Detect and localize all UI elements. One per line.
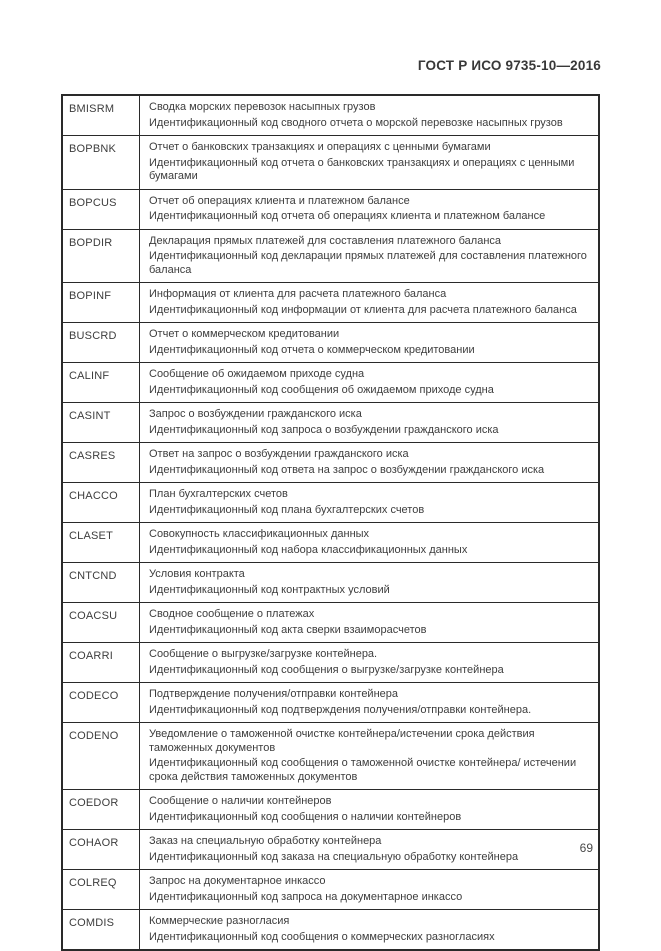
message-id-description: Идентификационный код отчета о банковских транзакциях и операциях с ценными бумагами [149,156,575,182]
message-name: Заказ на специальную обработку контейнера [149,835,382,847]
message-description-cell [140,136,600,190]
message-description-cell [140,403,600,443]
message-description-cell [140,523,600,563]
message-id-description: Идентификационный код подтверждения получения/отправки контейнера. [149,703,532,716]
message-name: Декларация прямых платежей для составления платежного баланса [149,234,502,247]
message-name: Условия контракта [149,568,245,580]
message-name: Сводное сообщение о платежах [149,608,315,620]
message-id-description: Идентификационный код плана бухгалтерских счетов [149,503,425,516]
table-row [62,443,599,483]
message-code-cell: COARRI [62,643,140,683]
message-id-description: Идентификационный код запроса на документарное инкассо [149,890,463,903]
message-id-description: Идентификационный код набора классификационных данных [149,543,468,556]
table-row [62,323,599,363]
message-description-cell [140,323,600,363]
message-code-cell: BOPDIR [62,229,140,283]
table-row [62,283,599,323]
table-row [62,189,599,229]
message-id-description: Идентификационный код контрактных условий [149,583,390,596]
table-row [62,229,599,283]
message-description-cell [140,683,600,723]
message-name: Коммерческие разногласия [149,915,290,927]
message-id-description: Идентификационный код сообщения об ожидаемом приходе судна [149,383,494,396]
table-row [62,136,599,190]
message-code-cell: BUSCRD [62,323,140,363]
message-name: Уведомление о таможенной очистке контейнера/истечении срока действия таможенных документов [149,728,535,754]
message-name: Подтверждение получения/отправки контейнера [149,688,399,700]
message-name: Сообщение о выгрузке/загрузке контейнера. [149,648,378,660]
message-description-cell [140,723,600,790]
message-code-cell: COMDIS [62,910,140,951]
message-name: Ответ на запрос о возбуждении гражданского иска [149,448,409,460]
message-name: План бухгалтерских счетов [149,488,288,500]
message-name: Отчет об операциях клиента и платежном балансе [149,194,410,207]
table-row [62,363,599,403]
message-description-cell [140,95,600,136]
message-description-cell [140,483,600,523]
message-code-cell: CODENO [62,723,140,790]
message-code-cell: BOPINF [62,283,140,323]
message-id-description: Идентификационный код сообщения о таможенной очистке контейнера/ истечении срока действия таможенных документов [149,757,577,783]
message-description-cell [140,910,600,951]
document-header-title: ГОСТ Р ИСО 9735-10—2016 [417,58,601,73]
message-code-cell: COLREQ [62,870,140,910]
page-number: 69 [579,841,593,855]
table-row [62,403,599,443]
message-code-cell: CASINT [62,403,140,443]
table-row [62,723,599,790]
message-id-description: Идентификационный код акта сверки взаиморасчетов [149,623,427,636]
message-description-cell [140,229,600,283]
message-code-cell: BMISRM [62,95,140,136]
message-description-cell [140,363,600,403]
message-codes-table [61,94,600,951]
message-name: Сообщение о наличии контейнеров [149,795,332,807]
message-description-cell [140,603,600,643]
message-code-cell: CODECO [62,683,140,723]
message-name: Отчет о банковских транзакциях и операциях с ценными бумагами [149,141,491,153]
message-id-description: Идентификационный код декларации прямых платежей для составления платежного баланса [149,250,587,276]
message-description-cell [140,443,600,483]
message-description-cell [140,643,600,683]
message-code-cell: BOPCUS [62,189,140,229]
message-id-description: Идентификационный код сводного отчета о морской перевозке насыпных грузов [149,116,563,129]
message-code-cell: COACSU [62,603,140,643]
message-name: Запрос о возбуждении гражданского иска [149,408,362,420]
message-id-description: Идентификационный код заказа на специальную обработку контейнера [149,850,519,863]
message-code-cell: CNTCND [62,563,140,603]
table-row [62,683,599,723]
message-name: Отчет о коммерческом кредитовании [149,328,340,340]
table-row [62,790,599,830]
message-id-description: Идентификационный код информации от клиента для расчета платежного баланса [149,303,577,316]
message-code-cell: COEDOR [62,790,140,830]
message-name: Сообщение об ожидаемом приходе судна [149,368,365,380]
table-row [62,523,599,563]
message-name: Запрос на документарное инкассо [149,875,326,887]
message-code-cell: CLASET [62,523,140,563]
message-id-description: Идентификационный код сообщения о коммерческих разногласиях [149,930,495,943]
message-description-cell [140,870,600,910]
message-id-description: Идентификационный код ответа на запрос о возбуждении гражданского иска [149,463,545,476]
table-row [62,910,599,951]
message-name: Сводка морских перевозок насыпных грузов [149,101,376,113]
table-row [62,483,599,523]
table-row [62,563,599,603]
message-code-cell: CHACCO [62,483,140,523]
message-description-cell [140,189,600,229]
message-description-cell [140,563,600,603]
message-code-cell: BOPBNK [62,136,140,190]
table-row [62,643,599,683]
message-id-description: Идентификационный код сообщения о выгрузке/загрузке контейнера [149,663,504,676]
message-code-cell: CALINF [62,363,140,403]
table-row [62,95,599,136]
message-name: Совокупность классификационных данных [149,528,370,540]
message-id-description: Идентификационный код отчета об операциях клиента и платежном балансе [149,210,546,222]
message-code-cell: CASRES [62,443,140,483]
message-id-description: Идентификационный код отчета о коммерческом кредитовании [149,343,475,356]
table-row [62,603,599,643]
table-row [62,870,599,910]
message-code-cell: COHAOR [62,830,140,870]
message-description-cell [140,283,600,323]
message-name: Информация от клиента для расчета платежного баланса [149,288,447,300]
message-id-description: Идентификационный код сообщения о наличии контейнеров [149,810,462,823]
message-id-description: Идентификационный код запроса о возбуждении гражданского иска [149,423,499,436]
message-description-cell [140,790,600,830]
